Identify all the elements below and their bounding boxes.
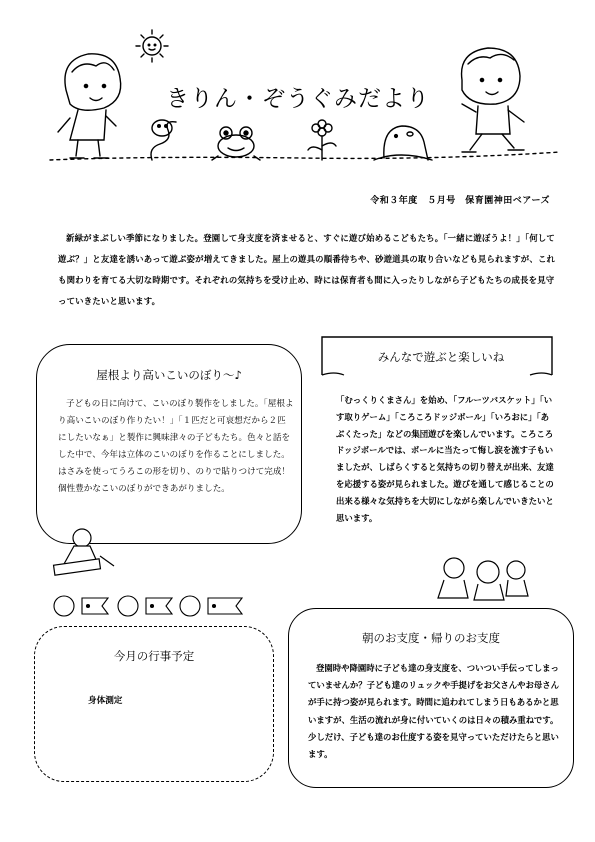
snake-icon <box>151 120 176 160</box>
sun-icon <box>136 30 168 62</box>
asobi-title: みんなで遊ぶと楽しいね <box>377 350 505 364</box>
koinobori-body: 子どもの日に向けて、こいのぼり製作をしました。「屋根より高いこいのぼり作りたい！」「１匹だと可哀想だから２匹にしたいなぁ」と製作に興味津々の子どもたち。色々と話をした中で、今年は立体のこいのぼりを作ることにしました。はさみを使ってうろこの形を切り、のりで貼りつけて完成！個性豊かなこいのぼりができあがりました。 <box>58 399 294 494</box>
intro-paragraph: 新緑がまぶしい季節になりました。登園して身支度を済ませると、すぐに遊び始めるこどもたち。「一緒に遊ぼうよ！」「何して遊ぶ？」と友達を誘いあって遊ぶ姿が増えてきました。屋上の遊具の順番待ちや、砂遊道具の取り合いなども見られますが、これも関わりを育てる大切な時期です。それぞれの気持ちを受け止め、時には保育者も間に入ったりしながら子どもたちの成長を見守っていきたいと思います。 <box>58 233 556 306</box>
asobi-body: 「むっくりくまさん」を始め、「フルーツバスケット」「いす取りゲーム」「ころころドッジボール」「いろおに」「あぶくたった」などの集団遊びを楽しんでいます。ころころドッジボールでは、ボールに当たって悔し涙を流す子もいましたが、しばらくすると気持ちの切り替えが出来、友達を応援する姿が見られました。遊びを通して感じることの出来る様々な気持ちを大切にしながら楽しんでいきたいと思います。 <box>336 395 554 523</box>
schedule-title: 今月の行事予定 <box>113 649 195 663</box>
issue-info: 令和３年度 ５月号 保育園神田ベアーズ <box>370 196 550 206</box>
koinobori-row-icon <box>52 592 252 620</box>
shitaku-body: 登園時や降園時に子ども達の身支度を、ついつい手伝ってしまっていませんか？子ども達のリュックや手提げをお父さんやお母さんが手に持つ姿が見られます。時間に追われてしまう日もあるかと思いますが、生活の流れが身に付いていくのは日々の積み重ねです。少しだけ、子ども達のお仕度する姿を見守っていただけたらと思います。 <box>308 663 559 760</box>
koinobori-title: 屋根より高いこいのぼり～♪ <box>96 368 242 382</box>
mole-icon <box>374 126 432 160</box>
boy-left-icon <box>58 54 121 158</box>
kids-playing-icon <box>432 554 532 604</box>
schedule-event: 身体測定 <box>88 696 123 706</box>
shitaku-title: 朝のお支度・帰りのお支度 <box>362 631 500 645</box>
child-drawing-icon <box>50 526 120 576</box>
boy-right-icon <box>462 48 524 152</box>
frog-icon <box>212 127 260 160</box>
flower-icon <box>308 120 336 160</box>
page-title: きりん・ぞうぐみだより <box>166 86 430 112</box>
